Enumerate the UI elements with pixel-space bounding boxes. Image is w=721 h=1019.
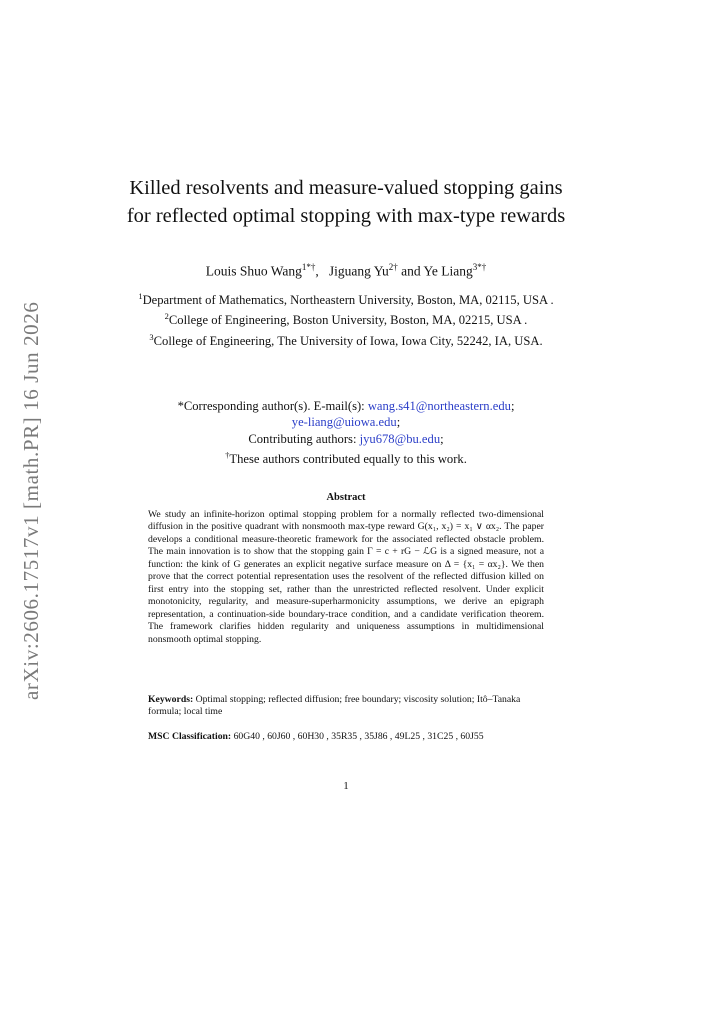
contributing-label: Contributing authors: — [248, 431, 360, 446]
author-name: Jiguang Yu — [328, 263, 389, 279]
keywords-text: Optimal stopping; reflected diffusion; free boundary; viscosity solution; Itô–Tanaka formula; local time — [148, 694, 521, 718]
affiliation — [128, 288, 564, 308]
author-separator: and — [397, 263, 424, 279]
affiliation-text: College of Engineering, The University of Iowa, Iowa City, 52242, IA, USA. — [153, 334, 543, 349]
corresponding-label: *Corresponding author(s). E-mail(s): — [177, 399, 368, 413]
author-name: Louis Shuo Wang — [205, 263, 302, 279]
affiliation — [128, 329, 564, 349]
email-link[interactable]: wang.s41@northeastern.edu — [367, 399, 511, 413]
corresponding-line-2 — [110, 414, 582, 430]
paper-title: Killed resolvents and measure-valued stopping gains for reflected optimal stopping with max-type rewards — [126, 176, 566, 228]
abstract-heading: Abstract — [326, 492, 366, 503]
arxiv-identifier: arXiv:2606.17517v1 [math.PR] 16 Jun 2026 — [19, 301, 43, 700]
affiliation-list — [128, 288, 564, 349]
page-number: 1 — [343, 780, 349, 792]
keywords-label: Keywords: — [148, 694, 194, 705]
equal-contribution-text: These authors contributed equally to this work. — [229, 452, 467, 467]
corresponding-line — [110, 398, 582, 414]
affiliation-mark: 2 — [164, 311, 169, 322]
affiliation-text: Department of Mathematics, Northeastern University, Boston, MA, 02115, USA . — [142, 293, 554, 308]
author-list — [100, 262, 592, 280]
email-link[interactable]: jyu678@bu.edu — [359, 431, 441, 446]
separator: ; — [440, 431, 444, 446]
contributing-line — [110, 431, 582, 447]
affiliation — [128, 308, 564, 328]
contact-info — [110, 398, 582, 467]
keywords — [148, 694, 544, 719]
msc-label: MSC Classification: — [148, 731, 232, 742]
msc-classification — [148, 731, 544, 743]
author-marks: 2† — [388, 262, 398, 272]
author-marks: 3*† — [472, 262, 487, 272]
affiliation-mark: 1 — [138, 291, 143, 301]
email-link[interactable]: ye-liang@uiowa.edu — [291, 415, 397, 430]
dagger-mark: † — [225, 449, 230, 460]
equal-contribution-note — [110, 447, 582, 467]
author-name: Ye Liang — [423, 263, 473, 279]
msc-codes: 60G40 , 60J60 , 60H30 , 35R35 , 35J86 , 49L25 , 31C25 , 60J55 — [231, 731, 484, 742]
abstract-text: We study an infinite-horizon optimal stopping problem for a normally reflected two-dimensional diffusion in the positive quadrant with nonsmooth max-type reward G(x₁, x₂) = x₁ ∨ αx₂. The paper develops a conditional measure-theoretic framework for the associated reflected obstacle problem. The main innovation is to show that the stopping gain Γ = c + rG − ℒG is a signed measure, not a function: the kink of G generates an explicit negative surface measure on Δ = {x₁ = αx₂}. We then prove that the correct potential representation uses the resolvent of the reflected diffusion killed on first entry into the stopping set, rather than the unrestricted reflected resolvent. Under explicit monotonicity, regularity, and measure-superharmonicity assumptions, we derive an epigraph representation, a continuation-side boundary-trace condition, and a candidate verification theorem. The framework clarifies hidden regularity and uniqueness assumptions in multidimensional nonsmooth optimal stopping. — [148, 509, 544, 645]
separator: ; — [396, 415, 401, 430]
author-separator: , — [315, 263, 326, 279]
affiliation-mark: 3 — [149, 331, 154, 342]
author-marks: 1*† — [301, 262, 316, 272]
separator: ; — [510, 399, 515, 413]
affiliation-text: College of Engineering, Boston University, Boston, MA, 02215, USA . — [168, 313, 528, 328]
